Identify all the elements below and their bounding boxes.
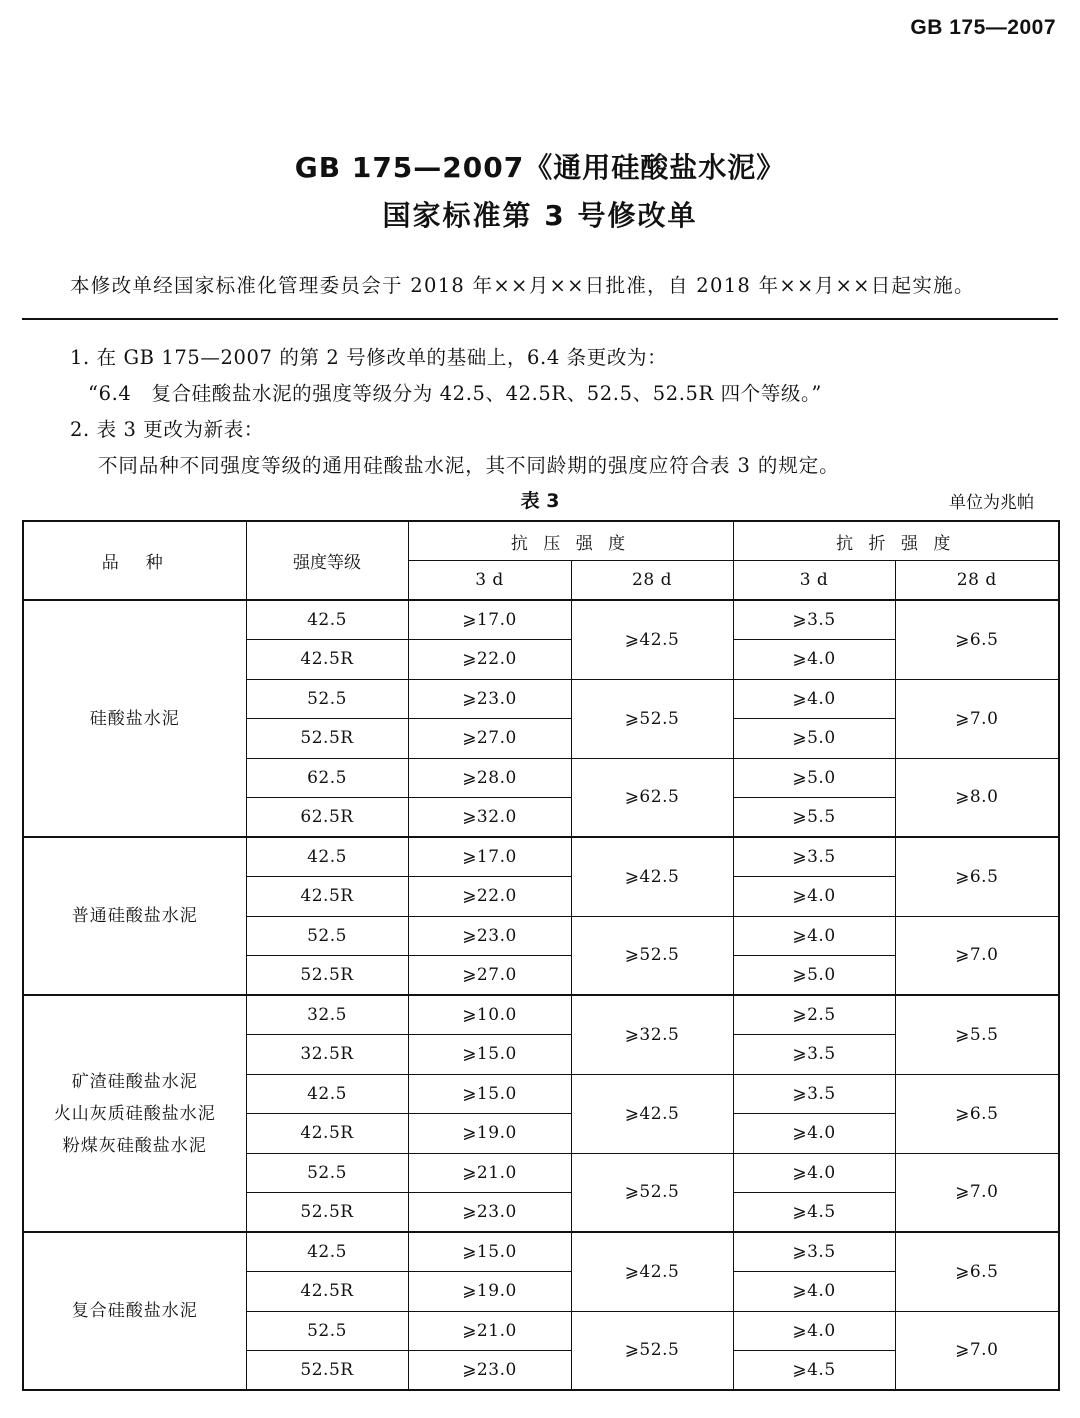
cell-compressive-28d: ⩾52.5 [571,1153,733,1232]
approval-note: 本修改单经国家标准化管理委员会于 2018 年××月××日批准，自 2018 年××月××日起实施。 [70,274,975,297]
cell-flexural-3d: ⩾5.0 [733,719,895,759]
cell-grade: 42.5 [246,600,408,640]
cell-flexural-28d: ⩾6.5 [895,1074,1059,1153]
cell-flexural-3d: ⩾4.0 [733,877,895,917]
cell-compressive-28d: ⩾42.5 [571,837,733,916]
table-row [23,600,1059,640]
cell-flexural-28d: ⩾6.5 [895,600,1059,679]
cell-compressive-28d: ⩾42.5 [571,1074,733,1153]
variety-name: 粉煤灰硅酸盐水泥 [62,1135,207,1156]
cell-flexural-28d: ⩾7.0 [895,679,1059,758]
cell-grade: 52.5 [246,916,408,956]
header-flexural: 抗 折 强 度 [733,521,1059,561]
header-compressive-28d: 28 d [571,561,733,601]
cell-flexural-3d: ⩾5.5 [733,798,895,838]
cell-flexural-3d: ⩾3.5 [733,837,895,877]
variety-name: 矿渣硅酸盐水泥 [71,1071,198,1092]
item-2-body: 不同品种不同强度等级的通用硅酸盐水泥，其不同龄期的强度应符合表 3 的规定。 [98,454,840,477]
cell-flexural-3d: ⩾3.5 [733,1232,895,1272]
cell-grade: 62.5R [246,798,408,838]
header-variety: 品 种 [23,521,246,600]
cell-flexural-3d: ⩾4.0 [733,679,895,719]
table-body [23,600,1059,1390]
cell-grade: 42.5 [246,1074,408,1114]
variety-name: 复合硅酸盐水泥 [71,1301,198,1321]
cell-compressive-3d: ⩾15.0 [408,1035,571,1075]
cell-flexural-28d: ⩾5.5 [895,995,1059,1074]
cell-flexural-3d: ⩾4.0 [733,1153,895,1193]
cell-flexural-28d: ⩾7.0 [895,916,1059,995]
cell-grade: 42.5R [246,877,408,917]
cell-compressive-3d: ⩾17.0 [408,600,571,640]
cell-grade: 52.5R [246,956,408,996]
item-2: 2. 表 3 更改为新表： [70,418,264,441]
page-header-standard-id: GB 175—2007 [910,16,1056,39]
cell-compressive-3d: ⩾32.0 [408,798,571,838]
cell-grade: 52.5 [246,679,408,719]
cell-compressive-3d: ⩾22.0 [408,640,571,680]
horizontal-rule [22,318,1058,320]
cell-grade: 42.5R [246,1272,408,1312]
cell-grade: 52.5 [246,1311,408,1351]
cell-flexural-3d: ⩾4.5 [733,1193,895,1233]
cell-flexural-28d: ⩾7.0 [895,1311,1059,1390]
cell-flexural-28d: ⩾8.0 [895,758,1059,837]
cell-grade: 62.5 [246,758,408,798]
header-compressive: 抗 压 强 度 [408,521,733,561]
cell-compressive-3d: ⩾23.0 [408,1193,571,1233]
header-compressive-3d: 3 d [408,561,571,601]
cell-compressive-3d: ⩾23.0 [408,916,571,956]
cell-flexural-28d: ⩾7.0 [895,1153,1059,1232]
cell-variety [23,995,246,1232]
cell-flexural-3d: ⩾4.5 [733,1351,895,1391]
cell-flexural-3d: ⩾3.5 [733,1074,895,1114]
cell-compressive-3d: ⩾21.0 [408,1153,571,1193]
variety-name: 普通硅酸盐水泥 [71,906,198,926]
cell-flexural-3d: ⩾4.0 [733,1311,895,1351]
cell-compressive-3d: ⩾23.0 [408,679,571,719]
cell-variety [23,1232,246,1390]
cell-grade: 32.5R [246,1035,408,1075]
table-row [23,995,1059,1035]
cell-flexural-3d: ⩾3.5 [733,1035,895,1075]
header-flexural-3d: 3 d [733,561,895,601]
cell-compressive-28d: ⩾42.5 [571,1232,733,1311]
variety-name: 火山灰质硅酸盐水泥 [53,1103,216,1124]
table-unit: 单位为兆帕 [949,493,1034,513]
cell-compressive-3d: ⩾28.0 [408,758,571,798]
cell-flexural-3d: ⩾5.0 [733,956,895,996]
document-title: GB 175—2007《通用硅酸盐水泥》 [294,151,786,184]
cell-compressive-3d: ⩾17.0 [408,837,571,877]
document-subtitle: 国家标准第 3 号修改单 [382,199,698,232]
cell-compressive-3d: ⩾21.0 [408,1311,571,1351]
cell-grade: 42.5 [246,837,408,877]
cell-flexural-3d: ⩾2.5 [733,995,895,1035]
cell-compressive-28d: ⩾52.5 [571,1311,733,1390]
cell-flexural-3d: ⩾4.0 [733,1114,895,1154]
cell-compressive-3d: ⩾22.0 [408,877,571,917]
cell-grade: 42.5R [246,640,408,680]
cell-flexural-3d: ⩾4.0 [733,916,895,956]
cell-flexural-3d: ⩾4.0 [733,640,895,680]
table-row [23,837,1059,877]
cell-grade: 32.5 [246,995,408,1035]
cell-compressive-3d: ⩾23.0 [408,1351,571,1391]
cell-compressive-3d: ⩾10.0 [408,995,571,1035]
cell-compressive-3d: ⩾15.0 [408,1074,571,1114]
cell-variety [23,837,246,995]
cell-grade: 52.5 [246,1153,408,1193]
cell-variety [23,600,246,837]
cell-grade: 52.5R [246,1193,408,1233]
cell-compressive-3d: ⩾19.0 [408,1114,571,1154]
item-1-quote: “6.4 复合硅酸盐水泥的强度等级分为 42.5、42.5R、52.5、52.5R 四个等级。” [88,382,822,405]
cell-compressive-28d: ⩾52.5 [571,679,733,758]
table-row [23,1232,1059,1272]
cell-grade: 52.5R [246,1351,408,1391]
cell-flexural-3d: ⩾5.0 [733,758,895,798]
cell-flexural-28d: ⩾6.5 [895,1232,1059,1311]
header-grade: 强度等级 [246,521,408,600]
item-1: 1. 在 GB 175—2007 的第 2 号修改单的基础上，6.4 条更改为： [70,346,668,369]
cell-compressive-3d: ⩾15.0 [408,1232,571,1272]
cell-grade: 52.5R [246,719,408,759]
variety-name: 硅酸盐水泥 [89,708,180,729]
cell-compressive-3d: ⩾19.0 [408,1272,571,1312]
cell-flexural-28d: ⩾6.5 [895,837,1059,916]
cell-compressive-28d: ⩾32.5 [571,995,733,1074]
cell-compressive-3d: ⩾27.0 [408,956,571,996]
strength-table [22,520,1060,1391]
cell-flexural-3d: ⩾3.5 [733,600,895,640]
header-flexural-28d: 28 d [895,561,1059,601]
cell-grade: 42.5R [246,1114,408,1154]
cell-compressive-28d: ⩾62.5 [571,758,733,837]
table-caption: 表 3 [520,490,560,512]
cell-flexural-3d: ⩾4.0 [733,1272,895,1312]
cell-grade: 42.5 [246,1232,408,1272]
cell-compressive-3d: ⩾27.0 [408,719,571,759]
cell-compressive-28d: ⩾42.5 [571,600,733,679]
cell-compressive-28d: ⩾52.5 [571,916,733,995]
